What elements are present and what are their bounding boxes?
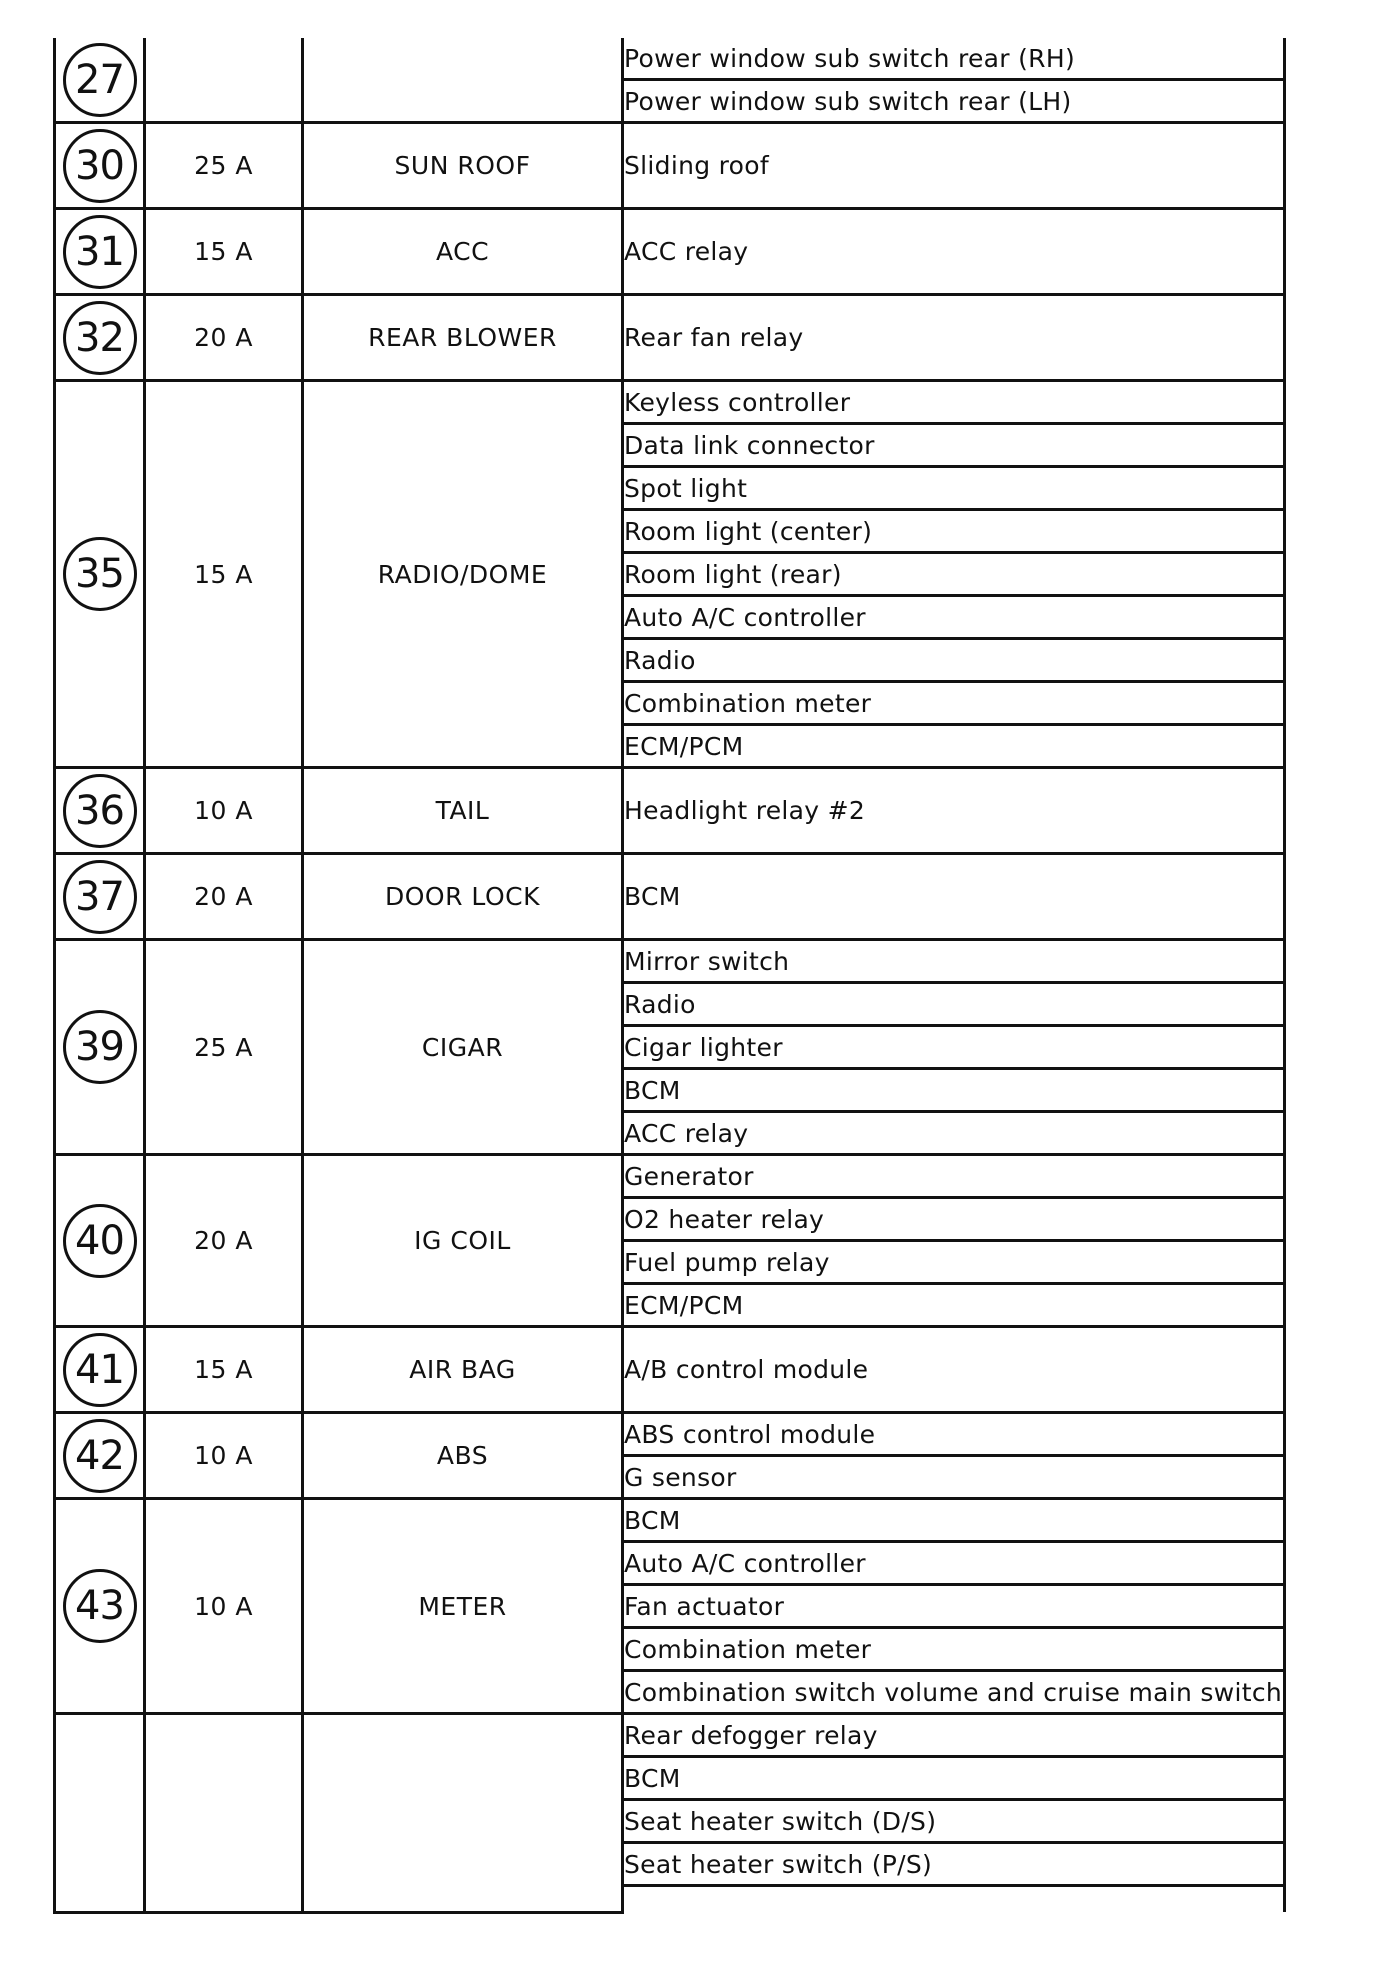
fuse-row: [55, 768, 1285, 854]
circuit-name: Fuel pump relay: [623, 1241, 1285, 1284]
circuit-name: Data link connector: [623, 424, 1285, 467]
fuse-number-cell: [55, 1413, 145, 1499]
fuse-number-badge: 42: [63, 1419, 137, 1493]
circuit-name: BCM: [623, 1069, 1285, 1112]
circuit-name: ACC relay: [623, 1112, 1285, 1155]
circuit-name: Auto A/C controller: [623, 1542, 1285, 1585]
fuse-number-cell: [55, 854, 145, 940]
circuit-name: Sliding roof: [623, 123, 1285, 209]
fuse-number-badge: 27: [63, 43, 137, 117]
fuse-amperage: 20 A: [145, 1155, 303, 1327]
fuse-amperage: 15 A: [145, 209, 303, 295]
fuse-row: [55, 295, 1285, 381]
fuse-name: [303, 1714, 623, 1913]
fuse-name: AIR BAG: [303, 1327, 623, 1413]
fuse-number-cell: [55, 381, 145, 768]
fuse-amperage: 10 A: [145, 768, 303, 854]
circuit-name: Combination meter: [623, 682, 1285, 725]
fuse-number-cell: [55, 209, 145, 295]
fuse-row: [55, 1714, 1285, 1757]
circuit-name: Keyless controller: [623, 381, 1285, 424]
circuit-name: Combination switch volume and cruise main switch: [623, 1671, 1285, 1714]
fuse-number-badge: 30: [63, 129, 137, 203]
fuse-row: [55, 38, 1285, 80]
circuit-name: Power window sub switch rear (RH): [623, 38, 1285, 80]
fuse-row: [55, 381, 1285, 424]
fuse-amperage: [145, 1714, 303, 1913]
circuit-name: ECM/PCM: [623, 1284, 1285, 1327]
circuit-name: BCM: [623, 1499, 1285, 1542]
circuit-name: ACC relay: [623, 209, 1285, 295]
circuit-name: Power window sub switch rear (LH): [623, 80, 1285, 123]
fuse-table-page: [53, 38, 1283, 1914]
circuit-name: BCM: [623, 1757, 1285, 1800]
circuit-name: G sensor: [623, 1456, 1285, 1499]
fuse-number-badge: 32: [63, 301, 137, 375]
circuit-name: Radio: [623, 639, 1285, 682]
circuit-name: O2 heater relay: [623, 1198, 1285, 1241]
circuit-name: Combination meter: [623, 1628, 1285, 1671]
fuse-number-cell: [55, 1499, 145, 1714]
fuse-number-badge: 35: [63, 537, 137, 611]
fuse-name: TAIL: [303, 768, 623, 854]
circuit-name: BCM: [623, 854, 1285, 940]
fuse-number-badge: 31: [63, 215, 137, 289]
fuse-number-badge: 39: [63, 1010, 137, 1084]
circuit-name: Room light (rear): [623, 553, 1285, 596]
fuse-name: RADIO/DOME: [303, 381, 623, 768]
fuse-number-badge: 36: [63, 774, 137, 848]
fuse-name: [303, 38, 623, 123]
fuse-name: ABS: [303, 1413, 623, 1499]
fuse-row: [55, 1155, 1285, 1198]
fuse-number-cell: [55, 1714, 145, 1913]
fuse-row: [55, 854, 1285, 940]
fuse-amperage: [145, 38, 303, 123]
circuit-name: ABS control module: [623, 1413, 1285, 1456]
circuit-name: Cigar lighter: [623, 1026, 1285, 1069]
fuse-number-cell: [55, 1327, 145, 1413]
fuse-amperage: 15 A: [145, 1327, 303, 1413]
circuit-name: [623, 1886, 1285, 1913]
fuse-name: DOOR LOCK: [303, 854, 623, 940]
circuit-name: Room light (center): [623, 510, 1285, 553]
fuse-amperage: 25 A: [145, 940, 303, 1155]
fuse-amperage: 10 A: [145, 1499, 303, 1714]
circuit-name: Seat heater switch (P/S): [623, 1843, 1285, 1886]
fuse-number-cell: [55, 940, 145, 1155]
circuit-name: Headlight relay #2: [623, 768, 1285, 854]
fuse-number-cell: [55, 1155, 145, 1327]
circuit-name: A/B control module: [623, 1327, 1285, 1413]
fuse-row: [55, 940, 1285, 983]
fuse-name: SUN ROOF: [303, 123, 623, 209]
fuse-number-cell: [55, 38, 145, 123]
fuse-number-badge: 40: [63, 1204, 137, 1278]
circuit-name: Auto A/C controller: [623, 596, 1285, 639]
fuse-table-body: [55, 38, 1285, 1912]
fuse-number-cell: [55, 768, 145, 854]
fuse-amperage: 20 A: [145, 295, 303, 381]
fuse-row: [55, 209, 1285, 295]
fuse-number-badge: 37: [63, 860, 137, 934]
fuse-amperage: 10 A: [145, 1413, 303, 1499]
fuse-number-badge: 41: [63, 1333, 137, 1407]
fuse-table: [53, 38, 1286, 1914]
fuse-row: [55, 123, 1285, 209]
circuit-name: Mirror switch: [623, 940, 1285, 983]
circuit-name: Radio: [623, 983, 1285, 1026]
circuit-name: Rear defogger relay: [623, 1714, 1285, 1757]
fuse-amperage: 15 A: [145, 381, 303, 768]
fuse-row: [55, 1413, 1285, 1456]
fuse-name: IG COIL: [303, 1155, 623, 1327]
fuse-name: METER: [303, 1499, 623, 1714]
fuse-row: [55, 1499, 1285, 1542]
circuit-name: ECM/PCM: [623, 725, 1285, 768]
circuit-name: Fan actuator: [623, 1585, 1285, 1628]
fuse-number-badge: 43: [63, 1569, 137, 1643]
fuse-name: CIGAR: [303, 940, 623, 1155]
fuse-row: [55, 1327, 1285, 1413]
fuse-number-cell: [55, 295, 145, 381]
fuse-name: ACC: [303, 209, 623, 295]
fuse-amperage: 25 A: [145, 123, 303, 209]
fuse-amperage: 20 A: [145, 854, 303, 940]
fuse-name: REAR BLOWER: [303, 295, 623, 381]
circuit-name: Seat heater switch (D/S): [623, 1800, 1285, 1843]
circuit-name: Generator: [623, 1155, 1285, 1198]
circuit-name: Rear fan relay: [623, 295, 1285, 381]
circuit-name: Spot light: [623, 467, 1285, 510]
fuse-number-cell: [55, 123, 145, 209]
